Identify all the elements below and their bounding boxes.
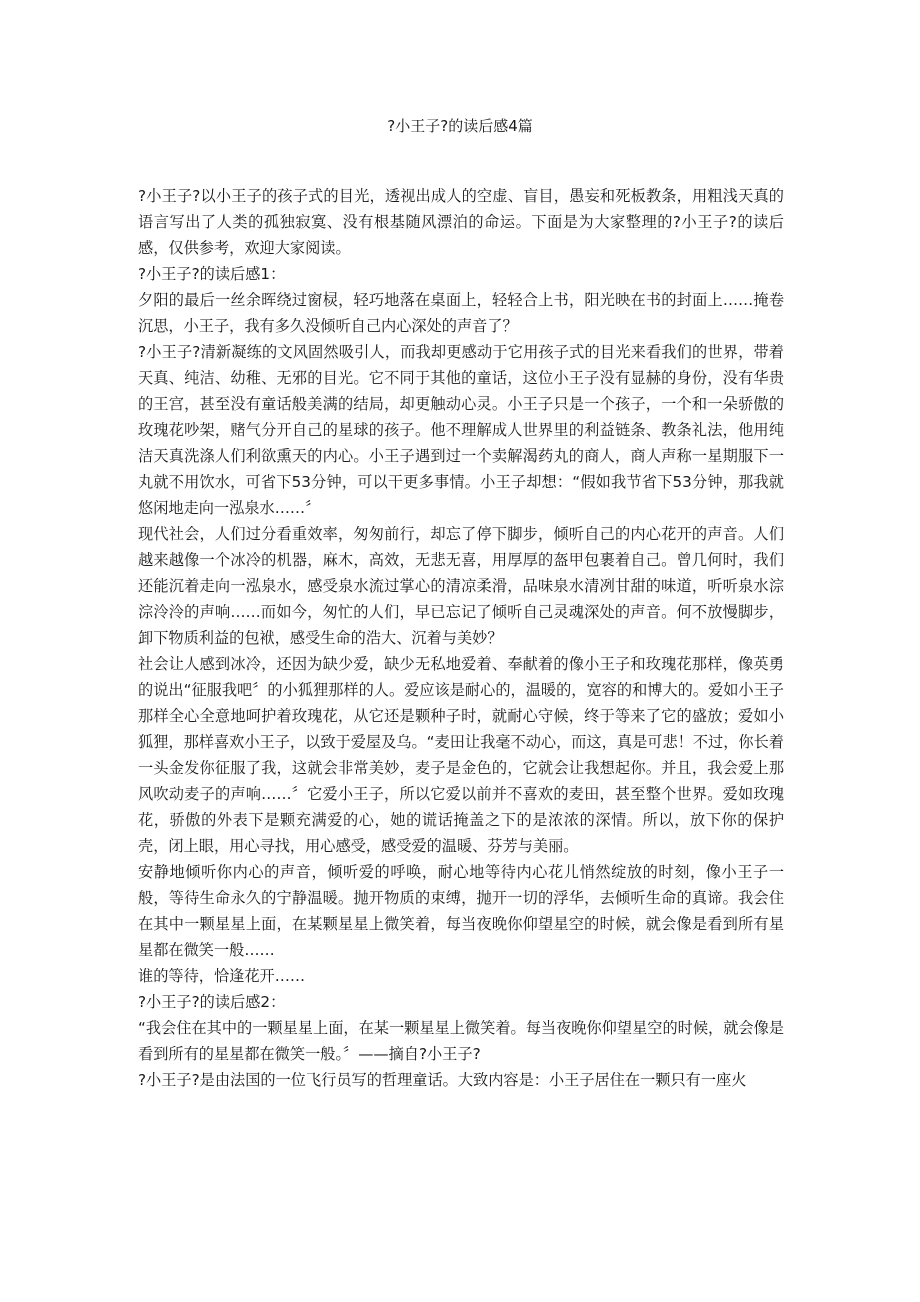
paragraph: “我会住在其中的一颗星星上面，在某一颗星星上微笑着。每当夜晚你仰望星空的时候，就会像是看到所有的星星都在微笑一般。〞——摘自?小王子?	[138, 1019, 784, 1063]
section-heading-1: ?小王子?的读后感1：	[138, 265, 286, 283]
paragraph: 社会让人感到冰冷，还因为缺少爱，缺少无私地爱着、奉献着的像小王子和玫瑰花那样，像英勇的说出“征服我吧〞的小狐狸那样的人。爱应该是耐心的，温暖的，宽容的和博大的。爱如小王子那样全心全意地呵护着玫瑰花，从它还是颗种子时，就耐心守候，终于等来了它的盛放；爱如小狐狸，那样喜欢小王子，以致于爱屋及乌。“麦田让我毫不动心，而这，真是可悲！不过，你长着一头金发你征服了我，这就会非常美妙，麦子是金色的，它就会让我想起你。并且，我会爱上那风吹动麦子的声响……〞它爱小王子，所以它爱以前并不喜欢的麦田，甚至整个世界。爱如玫瑰花，骄傲的外表下是颗充满爱的心，她的谎话掩盖之下的是浓浓的深情。所以，放下你的保护壳，闭上眼，用心寻找，用心感受，感受爱的温暖、芬芳与美丽。	[138, 655, 784, 855]
paragraph: 安静地倾听你内心的声音，倾听爱的呼唤，耐心地等待内心花儿悄然绽放的时刻，像小王子一般，等待生命永久的宁静温暖。抛开物质的束缚，抛开一切的浮华，去倾听生命的真谛。我会住在其中一颗星星上面，在某颗星星上微笑着，每当夜晚你仰望星空的时候，就会像是看到所有星星都在微笑一般……	[138, 863, 784, 959]
paragraph-intro: ?小王子?以小王子的孩子式的目光，透视出成人的空虚、盲目，愚妄和死板教条，用粗浅天真的语言写出了人类的孤独寂寞、没有根基随风漂泊的命运。下面是为大家整理的?小王子?的读后感，仅供参考，欢迎大家阅读。	[138, 187, 784, 257]
paragraph: ?小王子?清新凝练的文风固然吸引人，而我却更感动于它用孩子式的目光来看我们的世界，带着天真、纯洁、幼稚、无邪的目光。它不同于其他的童话，这位小王子没有显赫的身份，没有华贵的王宫，甚至没有童话般美满的结局，却更触动心灵。小王子只是一个孩子，一个和一朵骄傲的玫瑰花吵架，赌气分开自己的星球的孩子。他不理解成人世界里的利益链条、教条礼法，他用纯洁天真洗涤人们利欲熏天的内心。小王子遇到过一个卖解渴药丸的商人，商人声称一星期服下一丸就不用饮水，可省下53分钟，可以干更多事情。小王子却想：“假如我节省下53分钟，那我就悠闲地走向一泓泉水……〞	[138, 343, 784, 517]
paragraph: 现代社会，人们过分看重效率，匆匆前行，却忘了停下脚步，倾听自己的内心花开的声音。人们越来越像一个冰冷的机器，麻木，高效，无悲无喜，用厚厚的盔甲包裹着自己。曾几何时，我们还能沉着走向一泓泉水，感受泉水流过掌心的清凉柔滑，品味泉水清冽甘甜的味道，听听泉水淙淙泠泠的声响……而如今，匆忙的人们，早已忘记了倾听自己灵魂深处的声音。何不放慢脚步，卸下物质利益的包袱，感受生命的浩大、沉着与美妙？	[138, 525, 784, 647]
paragraph: 夕阳的最后一丝余晖绕过窗棂，轻巧地落在桌面上，轻轻合上书，阳光映在书的封面上……掩卷沉思，小王子，我有多久没倾听自己内心深处的声音了？	[138, 291, 784, 335]
document-body	[138, 183, 784, 1093]
paragraph: 谁的等待，恰逢花开……	[138, 967, 306, 985]
section-heading-2: ?小王子?的读后感2：	[138, 993, 286, 1011]
paragraph: ?小王子?是由法国的一位飞行员写的哲理童话。大致内容是：小王子居住在一颗只有一座火	[138, 1071, 747, 1089]
document-title: ?小王子?的读后感4篇	[387, 117, 533, 135]
